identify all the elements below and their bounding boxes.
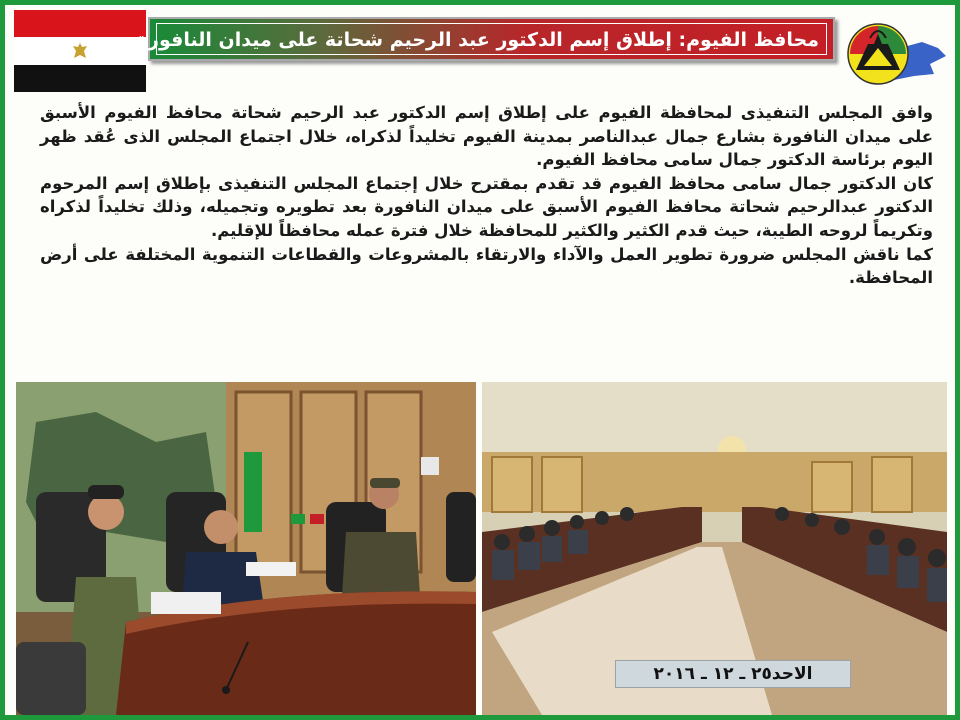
meeting-photo-right — [482, 382, 947, 715]
article-paragraph: وافق المجلس التنفيذى لمحافظة الفيوم على إطلاق إسم الدكتور عبد الرحيم شحاتة محافظ الفيوم الأسبق على ميدان النافورة بشارع جمال عبدالناصر بمدينة الفيوم تخليداً لذكراه، خلال اجتماع المجلس الذى عُقد ظهر اليوم برئاسة الدكتور جمال سامى محافظ الفيوم. — [40, 103, 933, 170]
article-paragraph: كان الدكتور جمال سامى محافظ الفيوم قد تقدم بمقترح خلال إجتماع المجلس التنفيذى بإطلاق إسم المرحوم الدكتور عبدالرحيم شحاتة محافظ الفيوم الأسبق على ميدان النافورة بعد تطويره وتجميله، وذلك تخليداً لذكراه وتكريماً لروحه الطيبة، حيث قدم الكثير والكثير للمحافظة خلال فترة عمله محافظاً للإقليم. — [40, 173, 933, 240]
title-banner — [136, 17, 835, 61]
article-body — [40, 101, 933, 290]
meeting-photo-left — [16, 382, 476, 715]
photo-date-caption: الاحد٢٥ ـ ١٢ ـ ٢٠١٦ — [615, 660, 851, 688]
article-paragraph: كما ناقش المجلس ضرورة تطوير العمل والآداء والارتقاء بالمشروعات والقطاعات التنموية المختلفة على أرض المحافظة. — [40, 244, 933, 288]
egypt-flag-icon — [14, 10, 146, 92]
page-title: محافظ الفيوم: إطلاق إسم الدكتور عبد الرحيم شحاتة على ميدان النافورة — [136, 29, 819, 51]
governorate-logo — [838, 14, 950, 98]
